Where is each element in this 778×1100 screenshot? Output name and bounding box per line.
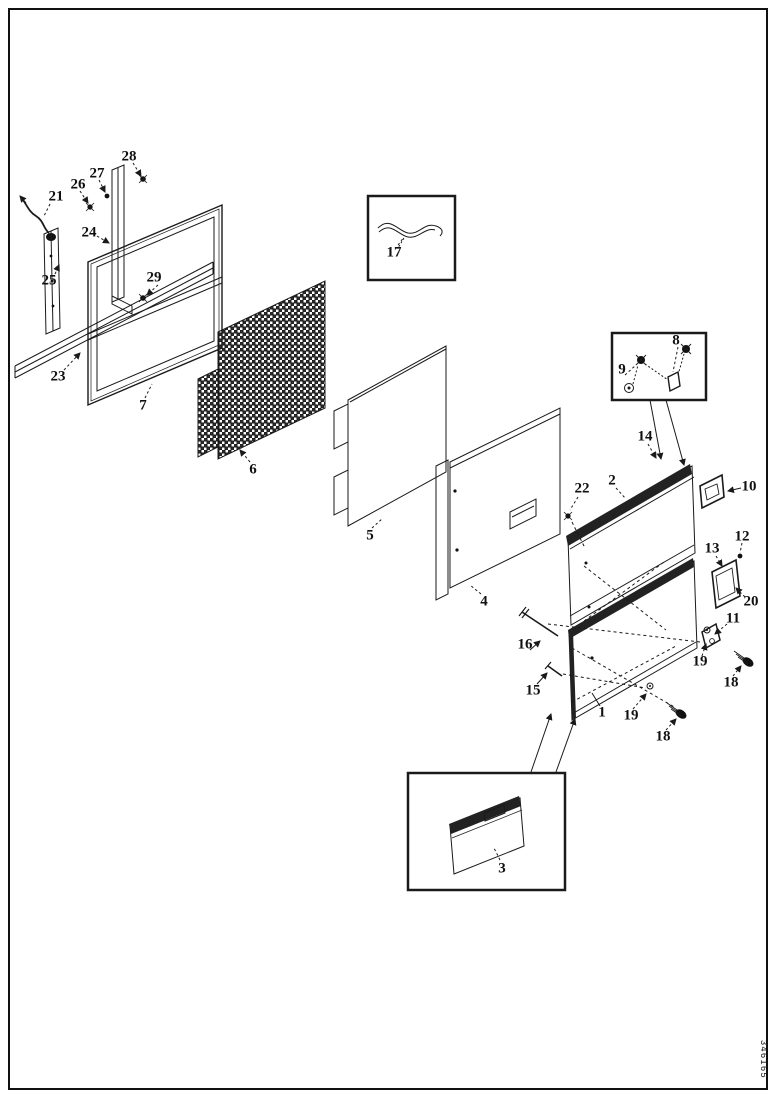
callout-7: 7 [139, 397, 147, 414]
part-24-bar [112, 165, 132, 314]
callout-16: 16 [517, 636, 533, 653]
callout-22: 22 [574, 480, 590, 497]
part-13-bracket [712, 554, 742, 608]
callout-25: 25 [41, 272, 57, 289]
callout-14: 14 [637, 428, 653, 445]
callout-24: 24 [81, 224, 97, 241]
screw-27-icon [105, 194, 110, 199]
screw-29-icon [139, 294, 147, 302]
grommet-19-lower [647, 683, 653, 689]
callout-5: 5 [366, 527, 374, 544]
callout-23: 23 [50, 368, 66, 385]
bolt-18-upper [734, 651, 755, 669]
callout-9: 9 [618, 361, 626, 378]
part-6-mesh-panel [198, 281, 325, 459]
callout-8: 8 [672, 332, 680, 349]
cable-detail-box [368, 196, 455, 280]
callout-3: 3 [498, 860, 506, 877]
part-5-panel [334, 346, 446, 526]
callout-2: 2 [608, 472, 616, 489]
screw-15-icon [545, 662, 562, 676]
screw-28-icon [139, 175, 147, 183]
callout-12: 12 [734, 528, 750, 545]
part-1-door-lower [568, 558, 697, 720]
callout-18: 18 [723, 674, 739, 691]
callout-13: 13 [704, 540, 720, 557]
part-7-frame [88, 205, 222, 405]
callout-1: 1 [598, 704, 606, 721]
callout-15: 15 [525, 682, 541, 699]
callout-29: 29 [146, 269, 162, 286]
callout-19: 19 [623, 707, 639, 724]
screw-16-icon [519, 607, 558, 636]
door-detail-box [408, 714, 575, 890]
callout-26: 26 [70, 176, 86, 193]
callout-4: 4 [480, 593, 488, 610]
screw-22-icon [564, 512, 572, 520]
callout-17: 17 [386, 244, 402, 261]
part-10-clip [700, 475, 724, 508]
screw-26-icon [86, 203, 94, 211]
part-4-panel [436, 408, 560, 600]
callout-18: 18 [655, 728, 671, 745]
callout-10: 10 [741, 478, 757, 495]
figure-number: 346165 [759, 1040, 769, 1080]
screw-detail-box [612, 333, 706, 465]
leader-lines [41, 163, 745, 860]
callout-21: 21 [48, 188, 64, 205]
callout-11: 11 [725, 610, 741, 627]
callout-6: 6 [249, 461, 257, 478]
callout-27: 27 [89, 165, 105, 182]
bolt-18-lower [667, 703, 688, 721]
callout-28: 28 [121, 148, 137, 165]
callout-20: 20 [743, 593, 759, 610]
callout-19: 19 [692, 653, 708, 670]
